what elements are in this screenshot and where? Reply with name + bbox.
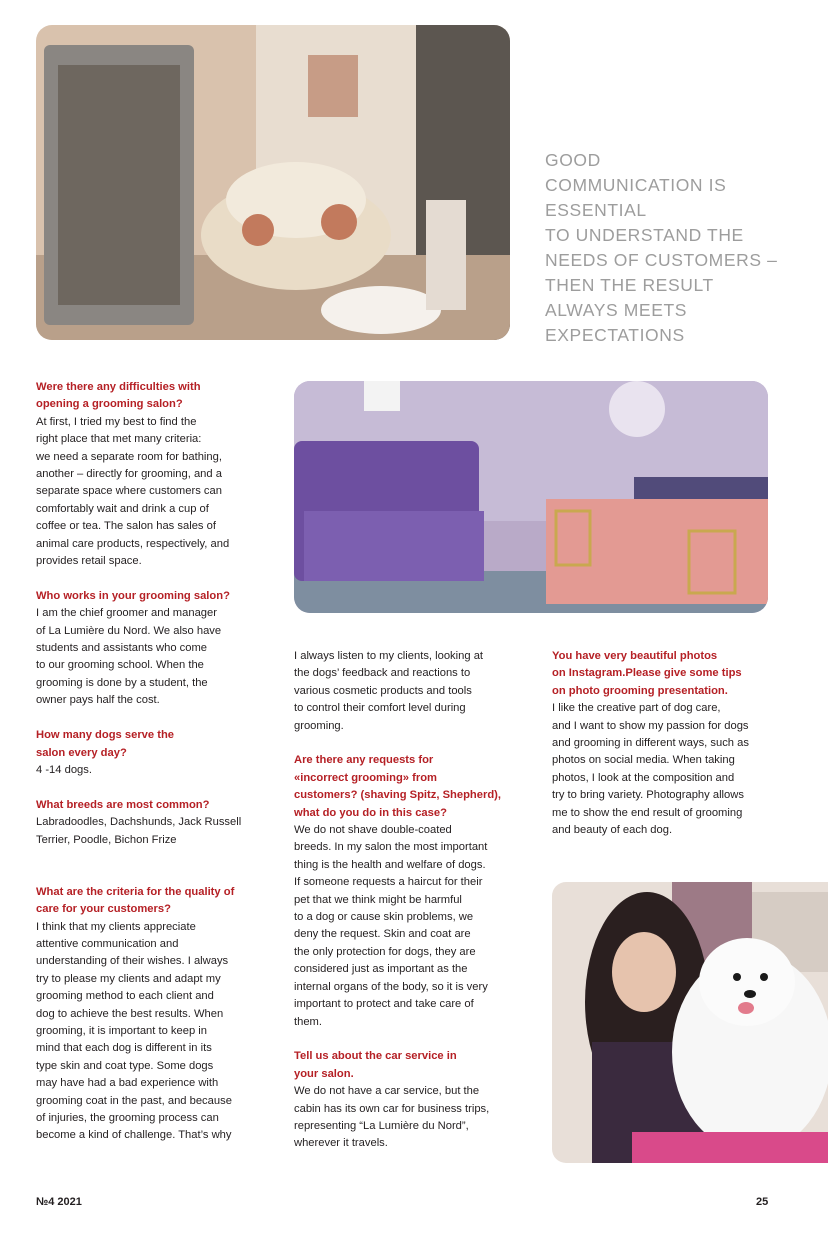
answer-continued: I always listen to my clients, looking at the dogs’ feedback and reactions to various cosmetic products and tools to control their comfort level during grooming.	[294, 650, 484, 732]
question-incorrect-grooming: Are there any requests for «incorrect grooming» from customers? (shaving Spitz, Shepherd), what do you do in this case?	[294, 754, 502, 819]
answer-dogs-per-day: 4 -14 dogs.	[36, 763, 92, 776]
question-car-service: Tell us about the car service in your salon.	[294, 1050, 457, 1080]
pull-quote: GOOD COMMUNICATION IS ESSENTIAL TO UNDERSTAND THE NEEDS OF CUSTOMERS – THEN THE RESULT ALWAYS MEETS EXPECTATIONS	[545, 150, 778, 345]
page-number: 25	[756, 1196, 769, 1208]
groomer-with-dog-photo	[552, 882, 828, 1163]
question-who-works: Who works in your grooming salon?	[36, 589, 230, 602]
answer-who-works: I am the chief groomer and manager of La Lumière du Nord. We also have students and assistants who come to our grooming school. When the grooming is done by a student, the owner pays half the cost.	[36, 607, 222, 707]
salon-lounge-photo	[36, 25, 510, 340]
question-difficulties: Were there any difficulties with opening a grooming salon?	[36, 381, 201, 411]
column-right	[552, 648, 802, 839]
issue-number: №4 2021	[36, 1196, 82, 1208]
answer-quality-criteria: I think that my clients appreciate attentive communication and understanding of their wishes. I always try to please my clients and adapt my grooming method to each client and dog to achieve the best results. When grooming, it is important to keep in mind that each dog is different in its type skin and coat type. Some dogs may have had a bad experience with grooming coat in the past, and because of injuries, the grooming process can become a kind of challenge. That’s why	[36, 920, 232, 1142]
grooming-room-photo	[294, 381, 768, 613]
answer-car-service: We do not have a car service, but the cabin has its own car for business trips, representing “La Lumière du Nord”, wherever it travels.	[294, 1085, 490, 1150]
answer-difficulties: At first, I tried my best to find the right place that met many criteria: we need a separate room for bathing, another – directly for grooming, and a separate space where customers can comfortably wait and drink a cup of coffee or tea. The salon has sales of animal care products, respectively, and provides retail space.	[36, 415, 230, 568]
question-dogs-per-day: How many dogs serve the salon every day?	[36, 729, 175, 759]
question-breeds: What breeds are most common?	[36, 798, 210, 811]
answer-instagram: I like the creative part of dog care, and I want to show my passion for dogs and grooming in different ways, such as photos on social media. When taking photos, I look at the composition and try to bring variety. Photography allows me to show the end result of grooming and beauty of each dog.	[552, 702, 749, 837]
column-middle	[294, 648, 534, 1153]
question-quality-criteria: What are the criteria for the quality of care for your customers?	[36, 885, 235, 916]
answer-breeds: Labradoodles, Dachshunds, Jack Russell Terrier, Poodle, Bichon Frize	[36, 816, 242, 846]
answer-incorrect-grooming: We do not shave double-coated breeds. In my salon the most important thing is the health and welfare of dogs. If someone requests a haircut for their pet that we think might be harmful to a dog or cause skin problems, we deny the request. Skin and coat are the only protection for dogs, they are considered just as important as the internal organs of the body, so it is very important to protect and take care of them.	[294, 824, 488, 1028]
column-left	[36, 379, 276, 1145]
question-instagram: You have very beautiful photos on Instagram.Please give some tips on photo grooming presentation.	[552, 650, 742, 697]
